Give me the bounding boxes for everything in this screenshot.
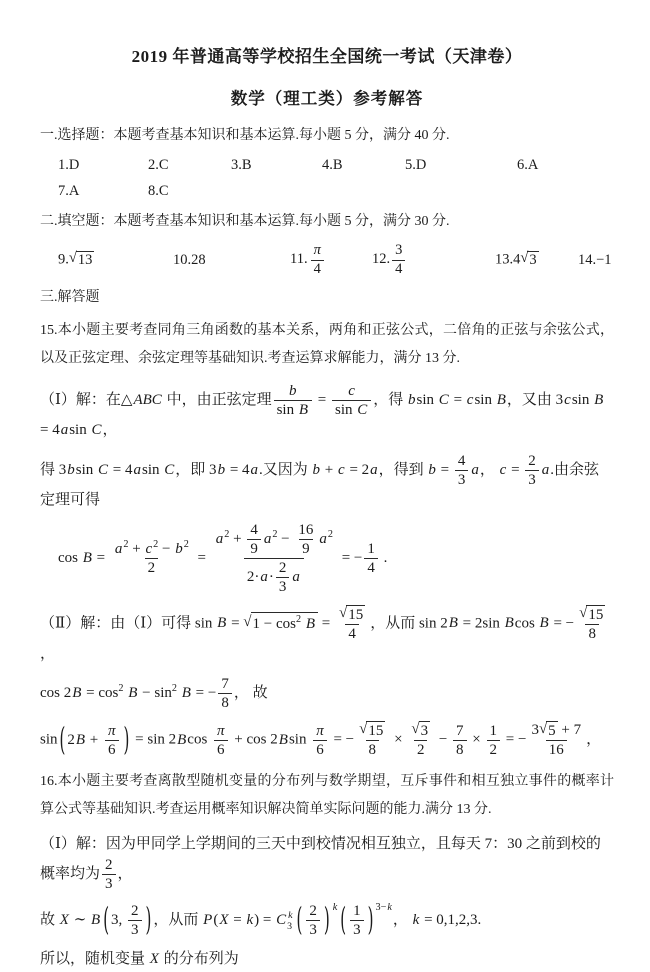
section-solutions-header: 三.解答题 bbox=[40, 290, 100, 306]
blank-answer-14: 14.−1 bbox=[578, 251, 612, 268]
section-choice-header: 一.选择题：本题考查基本知识和基本运算.每小题 5 分，满分 40 分. bbox=[40, 128, 450, 143]
choice-answer-7: 7.A bbox=[58, 183, 80, 200]
blank-answer-9: 9. √ 13 bbox=[58, 250, 93, 269]
problem16-intro: 16.本小题主要考查离散型随机变量的分布列与数学期望，互斥事件和相互独立事件的概率计算公式等基础知识.考查运用概率知识解决简单实际问题的能力.满分 13 分. bbox=[40, 774, 614, 818]
choice-answer-5: 5.D bbox=[405, 157, 427, 174]
problem15-part2-line2: $\cos 2B = \cos^2 B - \sin^2 B$ = − $\frac{7}{8}$ ， 故 bbox=[40, 676, 268, 712]
problem15-sine-equation: sin ( 2B + $\frac{\pi}{6}$ ) = sin 2Bcos $\frac{\pi}{6}$ + cos 2Bsin $\frac{\pi}{6}$ = − √ 15 8 × √ 3 2 − $\frac{7}{8}$ × $\frac{1}{2}$ = − 3 √ 5 + 7 16 ， bbox=[40, 719, 602, 759]
section-blank-header: 二.填空题：本题考查基本知识和基本运算.每小题 5 分，满分 30 分. bbox=[40, 214, 450, 230]
problem15-cosine-equation: cos B = $\frac{a^2 + c^2 - b^2}{2}$ = $a^2$ + $\frac{4}{9}$ $a^2$ − $\frac{16}{9}$ $a^2$ 2·a· $\frac{2}{3}$ a = − $\frac{1}{4}$ . bbox=[58, 521, 388, 595]
problem15-part2-line1: （Ⅱ）解：由（Ⅰ）可得 sin B = √ $1 - \cos^2 B$ = √ 15 4 ，从而 sin 2B = 2sin Bcos B = − √ 15 8 ， bbox=[40, 604, 604, 662]
blank-answer-13: 13.4 √ 3 bbox=[495, 250, 537, 269]
problem15-intro: 15.本小题主要考查同角三角函数的基本关系，两角和正弦公式，二倍角的正弦与余弦公式，以及正弦定理、余弦定理等基础知识.考查运算求解能力，满分 13 分. bbox=[40, 323, 614, 367]
page-title: 2019 年普通高等学校招生全国统一考试（天津卷） bbox=[131, 47, 523, 66]
choice-answer-6: 6.A bbox=[517, 157, 539, 174]
choice-answer-4: 4.B bbox=[322, 157, 343, 174]
problem16-binomial-equation: 故 X ∼ B ( 3, $\frac{2}{3}$ ) ，从而 P(X = k) = C k 3 ( $\frac{2}{3}$ ) $^k$ ( $\frac{1}{3}$ ) $^{3-k}$， k = 0,1,2,3. bbox=[40, 900, 482, 939]
blank-answer-10: 10.28 bbox=[173, 251, 206, 268]
blank-answer-12: 12. $\frac{3}{4}$ bbox=[372, 242, 495, 278]
problem15-part1-line1: （Ⅰ）解：在△ABC 中，由正弦定理 $\frac{b}{\text{sin B}}$ = $\frac{c}{\text{sin C}}$ ，得 bsin C = csin B，又由 3csin B = 4asin C， bbox=[40, 383, 604, 439]
page-subtitle: 数学（理工类）参考解答 bbox=[230, 89, 424, 108]
problem16-part1-line1: （Ⅰ）解：因为甲同学上学期间的三天中到校情况相互独立，且每天 7：30 之前到校的概率均为 $\frac{2}{3}$ ， bbox=[40, 836, 601, 893]
choice-answer-1: 1.D bbox=[58, 157, 80, 174]
blank-answer-11: 11. $\frac{\pi}{4}$ bbox=[290, 242, 372, 278]
choice-answer-2: 2.C bbox=[148, 157, 169, 174]
problem16-closing-line: 所以，随机变量 X 的分布列为 bbox=[40, 951, 239, 968]
choice-answer-3: 3.B bbox=[231, 157, 252, 174]
blank-answers-row bbox=[40, 242, 614, 278]
problem15-part1-line2: 得 3bsin C = 4asin C，即 3b = 4a.又因为 b + c = 2a，得到 b = $\frac{4}{3}$ a， c = $\frac{2}{3}$ a.由余弦定理可得 bbox=[40, 452, 600, 508]
choice-answers-row-2 bbox=[40, 183, 614, 200]
choice-answers-row-1 bbox=[40, 157, 614, 174]
choice-answer-8: 8.C bbox=[148, 183, 169, 200]
